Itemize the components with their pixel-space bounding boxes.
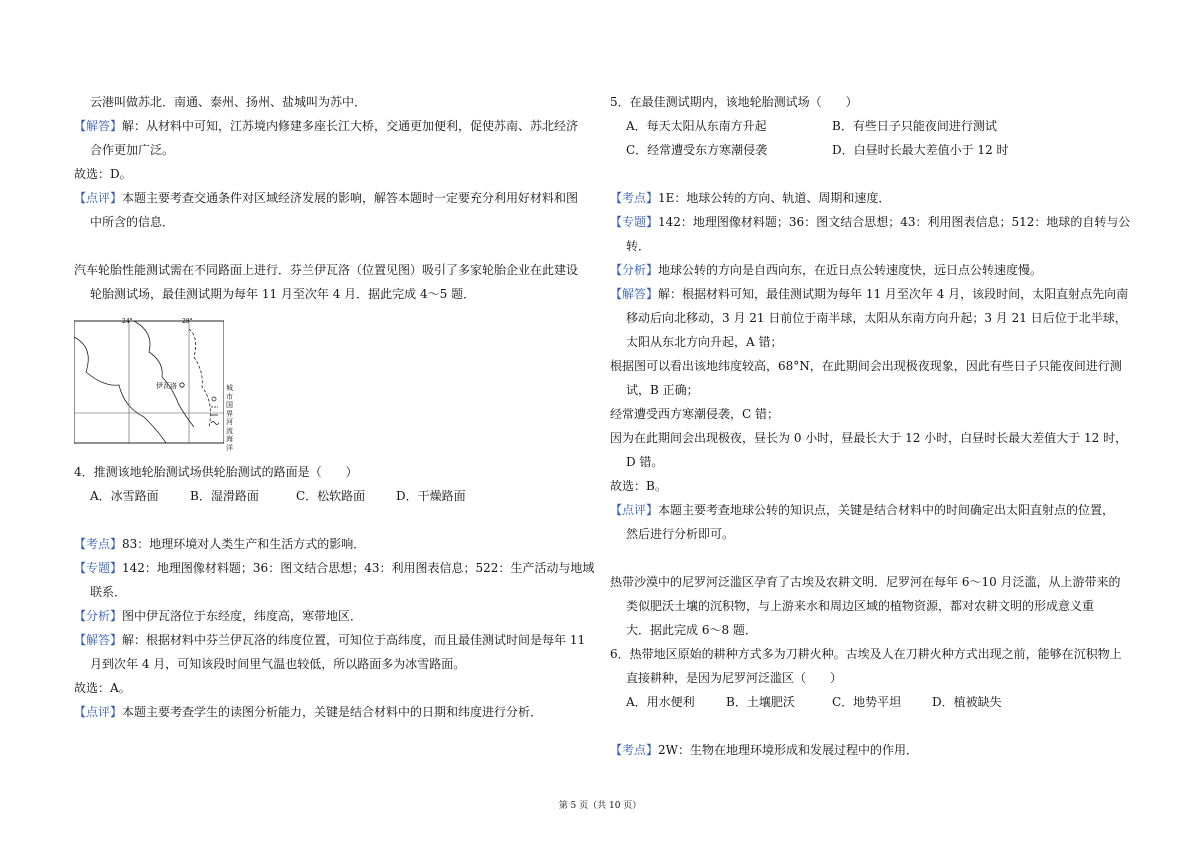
solution-text: 解：根据材料中芬兰伊瓦洛的纬度位置，可知位于高纬度，而且最佳测试时间是每年 11 — [122, 633, 586, 647]
kaodian-tag: 【考点】 — [74, 537, 123, 551]
intro-line: 类似肥沃土壤的沉积物，与上游来水和周边区域的植物资源，都对农耕文明的形成意义重 — [626, 599, 1095, 613]
comment-block — [74, 700, 542, 724]
zhuanti-cont: 联系． — [90, 585, 127, 599]
solution-cont: 移动后向北移动，3 月 21 日前位于南半球，太阳从东南方向升起；3 月 21 日后位于北半球， — [626, 311, 1127, 325]
question-5: 5．在最佳测试期内，该地轮胎测试场（ ） — [610, 95, 858, 109]
fenxi-tag: 【分析】 — [610, 263, 659, 277]
solution-text: 解：从材料中可知，江苏境内修建多座长江大桥，交通更加便利，促使苏南、苏北经济 — [122, 119, 579, 133]
comment-text: 本题主要考查交通条件对区域经济发展的影响，解答本题时一定要充分利用好材料和图 — [122, 191, 579, 205]
option-d: D．干燥路面 — [396, 489, 466, 503]
option-c: C．松软路面 — [296, 489, 366, 503]
question-6: 6．热带地区原始的耕种方式多为刀耕火种。古埃及人在刀耕火种方式出现之前，能够在沉积物上 — [610, 647, 1122, 661]
option-a: A．每天太阳从东南方升起 — [626, 119, 767, 133]
fenxi-text: 图中伊瓦洛位于东经度，纬度高，寒带地区． — [122, 609, 363, 623]
intro-line: 热带沙漠中的尼罗河泛滥区孕育了古埃及农耕文明．尼罗河在每年 6～10 月泛滥，从上游带来的 — [610, 575, 1121, 589]
text-line: D 错。 — [626, 455, 664, 469]
option-a: A．用水便利 — [626, 695, 695, 709]
option-d: D．植被缺失 — [932, 695, 1002, 709]
zhuanti-text: 142：地理图像材料题；36：图文结合思想；43：利用图表信息；522：生产活动与地域 — [122, 561, 595, 575]
kaodian-block — [74, 532, 365, 556]
kaodian-block — [610, 738, 918, 762]
city-label: 伊瓦洛 — [156, 382, 177, 390]
border-line — [134, 321, 194, 427]
comment-block — [74, 186, 578, 210]
question-6-cont: 直接耕种，是因为尼罗河泛滥区（ ） — [626, 671, 843, 685]
intro-line: 轮胎测试场，最佳测试期为每年 11 月至次年 4 月．据此完成 4～5 题． — [90, 287, 476, 301]
text-line: 根据图可以看出该地纬度较高，68°N，在此期间会出现极夜现象，因此有些日子只能夜间进行测 — [610, 359, 1122, 373]
lon-label-28: 28° — [182, 318, 193, 325]
text-line: 云港叫做苏北．南通、泰州、扬州、盐城叫为苏中． — [90, 95, 367, 109]
legend-item: 城 市 — [226, 384, 240, 401]
zhuanti-tag: 【专题】 — [610, 215, 659, 229]
option-b: B．土壤肥沃 — [726, 695, 795, 709]
comment-block — [610, 498, 1114, 522]
legend-item: 河 流 — [226, 418, 240, 435]
fenxi-tag: 【分析】 — [74, 609, 123, 623]
comment-cont: 中所含的信息． — [90, 215, 175, 229]
intro-line: 大．据此完成 6～8 题． — [626, 623, 757, 637]
fenxi-block — [610, 258, 1042, 282]
kaodian-text: 83：地理环境对人类生产和生活方式的影响． — [122, 537, 366, 551]
solution-text: 解：根据材料可知，最佳测试期为每年 11 月至次年 4 月，该段时间，太阳直射点先向南 — [658, 287, 1129, 301]
solution-cont: 太阳从东北方向升起，A 错； — [626, 335, 783, 349]
option-a: A．冰雪路面 — [90, 489, 159, 503]
zhuanti-block — [74, 556, 594, 580]
text-line: 经常遭受西方寒潮侵袭，C 错； — [610, 407, 779, 421]
zhuanti-block — [610, 210, 1130, 234]
solution-tag: 【解答】 — [74, 119, 123, 133]
comment-text: 本题主要考查地球公转的知识点，关键是结合材料中的时间确定出太阳直射点的位置， — [658, 503, 1115, 517]
question-4: 4．推测该地轮胎测试场供轮胎测试的路面是（ ） — [74, 465, 358, 479]
solution-block — [610, 282, 1128, 306]
text-line: 因为在此期间会出现极夜，昼长为 0 小时，昼最长大于 12 小时，白昼时长最大差值大于 12 时， — [610, 431, 1128, 445]
map-legend — [226, 384, 246, 452]
legend-city-icon — [212, 397, 216, 401]
option-b: B．湿滑路面 — [190, 489, 259, 503]
legend-item: 海 洋 — [226, 435, 240, 452]
comment-cont: 然后进行分析即可。 — [626, 527, 735, 541]
lon-label-24: 24° — [122, 318, 133, 325]
legend-sea-icon — [211, 422, 219, 425]
solution-tag: 【解答】 — [74, 633, 123, 647]
comment-tag: 【点评】 — [74, 191, 123, 205]
answer: 故选：D。 — [74, 167, 132, 181]
comment-tag: 【点评】 — [610, 503, 659, 517]
page-footer: 第 5 页（共 10 页） — [558, 801, 642, 811]
solution-block — [74, 114, 578, 138]
kaodian-block — [610, 186, 890, 210]
fenxi-block — [74, 604, 362, 628]
text-line: 试，B 正确； — [626, 383, 699, 397]
kaodian-tag: 【考点】 — [610, 743, 659, 757]
option-d: D．白昼时长最大差值小于 12 时 — [832, 143, 1009, 157]
kaodian-text: 2W：生物在地理环境形成和发展过程中的作用． — [658, 743, 918, 757]
option-c: C．经常遭受东方寒潮侵袭 — [626, 143, 768, 157]
river-line — [74, 337, 166, 443]
solution-block — [74, 628, 585, 652]
intro-line: 汽车轮胎性能测试需在不同路面上进行．芬兰伊瓦洛（位置见图）吸引了多家轮胎企业在此建设 — [74, 263, 579, 277]
kaodian-tag: 【考点】 — [610, 191, 659, 205]
zhuanti-text: 142：地理图像材料题；36：图文结合思想；43：利用图表信息；512：地球的自转与公 — [658, 215, 1131, 229]
answer: 故选：A。 — [74, 681, 131, 695]
kaodian-text: 1E：地球公转的方向、轨道、周期和速度． — [658, 191, 891, 205]
legend-item: 国 界 — [226, 401, 240, 418]
option-b: B．有些日子只能夜间进行测试 — [832, 119, 997, 133]
zhuanti-cont: 转． — [626, 239, 651, 253]
zhuanti-tag: 【专题】 — [74, 561, 123, 575]
finland-map-figure — [74, 317, 224, 445]
answer: 故选：B。 — [610, 479, 667, 493]
option-c: C．地势平坦 — [832, 695, 902, 709]
solution-cont: 月到次年 4 月，可知该段时间里气温也较低，所以路面多为冰雪路面。 — [90, 657, 466, 671]
solution-tag: 【解答】 — [610, 287, 659, 301]
solution-cont: 合作更加广泛。 — [90, 143, 175, 157]
country-border — [189, 329, 210, 427]
comment-tag: 【点评】 — [74, 705, 123, 719]
ivalo-city-marker — [180, 383, 184, 387]
fenxi-text: 地球公转的方向是自西向东，在近日点公转速度快，远日点公转速度慢。 — [658, 263, 1043, 277]
comment-text: 本题主要考查学生的读图分析能力，关键是结合材料中的日期和纬度进行分析． — [122, 705, 543, 719]
